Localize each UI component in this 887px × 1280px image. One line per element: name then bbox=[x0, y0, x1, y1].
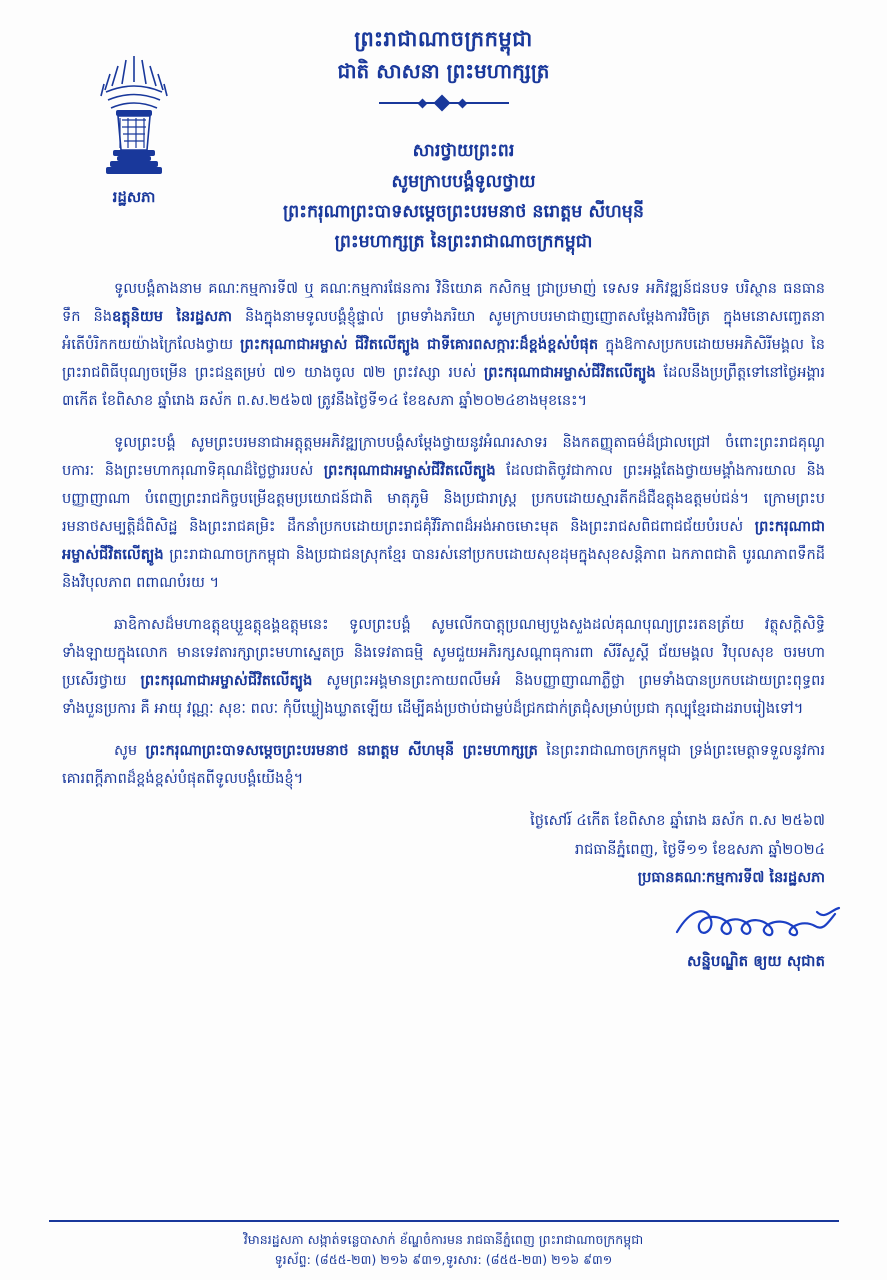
para-2 bbox=[62, 429, 825, 597]
emblem-label: រដ្ឋសភា bbox=[112, 188, 156, 206]
closing-place-date: រាជធានីភ្នំពេញ, ថ្ងៃទី១១ ខែឧសភា ឆ្នាំ២០២៤ bbox=[574, 840, 825, 858]
para-1 bbox=[62, 275, 825, 415]
body-text: និងក្នុងនាមទូលបង្គំខ្ញុំផ្ទាល់ ព្រមទាំងភរិយា សូមក្រាបបរមាជាញញោតសម្តែងការវិចិត្រ ក្នុងមនោសញ្ចេតនា អំតើបំរិកកយយ៉ាងក្រៃលែងថ្វាយ bbox=[62, 307, 826, 353]
national-motto: ជាតិ សាសនា ព្រះមហាក្សត្រ bbox=[337, 59, 550, 84]
title-line-1: សារថ្វាយព្រះពរ bbox=[412, 141, 515, 162]
emphasis-text: ព្រះករុណាព្រះបាទសម្តេចព្រះបរមនាថ នរោត្តម សីហមុនី ព្រះមហាក្សត្រ bbox=[145, 742, 538, 760]
document-body bbox=[0, 275, 887, 793]
signer-name: សន្និបណ្ឌិត ឲ្យយ សុជាត bbox=[687, 952, 825, 971]
divider-ornament-icon bbox=[379, 96, 509, 110]
emphasis-text: ព្រះករុណាជាអម្ចាស់ ជីវិតលើត្បូង ជាទីគោរពសក្ការៈដ៏ខ្ពង់ខ្ពស់បំផុត bbox=[240, 335, 599, 353]
body-text: សូមព្រះអង្គមានព្រះកាយពលឹមអំ និងបញ្ញាញាណាភ្លឺថ្លា ព្រមទាំងបានប្រកបដោយព្រះពុទ្ធពរ ទាំងបួនប្រការ គឺ អាយុ វណ្ណៈ សុខៈ ពលៈ កុំបីឃ្លៀងឃ្លាតឡើយ ដើម្បីគង់ប្រថាប់ជាម្លប់ដ៏ជ្រកជាក់ត្រជុំសម្រាប់ប្រជា កុល្បុខ្មែរជាដរាបរៀងទៅ។ bbox=[62, 672, 825, 718]
closing-block bbox=[0, 807, 887, 892]
title-line-3: ព្រះករុណាព្រះបាទសម្តេចព្រះបរមនាថ នរោត្តម សីហមុនី bbox=[282, 201, 645, 222]
footer-address: វិមានរដ្ឋសភា សង្កាត់ទន្លេបាសាក់ ខ័ណ្ឌចំការមន រាជធានីភ្នំពេញ ព្រះរាជាណាចក្រកម្ពុជា bbox=[243, 1231, 644, 1247]
kingdom-title: ព្រះរាជាណាចក្រកម្ពុជា bbox=[354, 27, 533, 51]
closing-date-buddhist: ថ្ងៃសៅរ៍ ៤កើត ខែពិសាខ ឆ្នាំរោង ឆស័ក ព.ស ២៥៦៧ bbox=[530, 812, 825, 830]
body-text: ឆាឧិកាសដ៏មហាឧត្តុឧប្សួឧត្តុឧង្គឧត្តុមនេះ ទូលព្រះបង្គំ សូមលើកបាត្តុប្រណម្យបួងសួងដល់គុណបុណ្យព្រះរតនត្រ័យ វត្ថុសក្តិសិទ្ធិទាំងឡាយក្នុងលោក មានទេវតារក្សាព្រះមហាស្នេតច្រ និងទេវតាធម្មិ សូមជួយអភិរក្សសណ្តាធុការពា សីរីសួស្តី ជ័យមង្គល វិបុលសុខ ចរមហាប្រសើរថ្វាយ bbox=[62, 615, 825, 690]
document-header bbox=[0, 0, 887, 110]
emphasis-text: ព្រះករុណាជាអម្ចាស់ជីវិតលើត្បូង bbox=[62, 517, 825, 563]
body-text: ដែលនឹងប្រព្រឹត្តទៅនៅថ្ងៃអង្គារ ៣កើត ខែពិសាខ ឆ្នាំរោង ឆស័ក ព.ស.២៥៦៧ ត្រូវនឹងថ្ងៃទី១៤ ខែឧសភា ឆ្នាំ២០២៤ខាងមុខនេះ។ bbox=[62, 363, 825, 409]
body-text: ដែលជាតិចូវជាកាល ព្រះអង្គតែងថ្វាយមង្គាំងការយាល និងបញ្ញាញាណា បំពេញព្រះរាជកិច្ចបម្រើឧត្តមប្រយោជន៍ជាតិ មាតុភូមិ និងប្រជារាស្ត្រ ប្រកបដោយស្មារតីកដ៏ជឺឧត្តុងឧត្តមប់ជន់។ ក្រោមព្រះបរមនាថសម្បត្តិដ៏ពិសិដ្ឋ និងព្រះរាជគម្រិះ ដឹកនាំប្រកបដោយព្រះរាជគុំវិរិភាពដ៏អង់អាចមោះមុត និងព្រះរាជសពិជពាជជ័យបំរបស់ bbox=[62, 461, 825, 535]
body-text: ក្នុងឱកាសប្រកបដោយមអភិសិរីមង្គល នៃព្រះរាជពិធីបុណ្យចម្រើន ព្រះជន្មតម្រប់ ៧១ យាងចូល ៧២ ព្រះវស្សា របស់ bbox=[62, 335, 825, 381]
title-line-2: សូមក្រាបបង្គំទូលថ្វាយ bbox=[391, 171, 536, 192]
title-line-4: ព្រះមហាក្សត្រ នៃព្រះរាជាណាចក្រកម្ពុជា bbox=[334, 231, 593, 252]
footer-contact: ទូរស័ព្ទ: (៨៥៥-២៣) ២១៦ ៩៣១,ទូរសារ: (៨៥៥-២៣) ២១៦ ៩៣១ bbox=[274, 1251, 613, 1267]
body-text: សូម bbox=[114, 742, 146, 760]
para-4 bbox=[62, 737, 825, 793]
emphasis-text: ព្រះករុណាជាអម្ចាស់ជីវិតលើត្បូង bbox=[140, 672, 313, 690]
body-text: ទូលព្រះបង្គំ សូមព្រះបរមនាជាអត្តុត្តមអភិវឌ្ឍក្រាបបង្គំសម្តែងថ្វាយនូវអំណរសាទរ និងកតញ្ញុតាធម៌ដ៏ជ្រាលជ្រៅ ចំពោះព្រះរាជគុណូបការៈ និងព្រះមហាករុណាទិគុណដ៏ថ្លៃថ្លាររបស់ bbox=[62, 433, 825, 479]
signature-block bbox=[0, 898, 887, 950]
body-text: ទូលបង្គំតាងនាម គណៈកម្មការទី៧ ឬ ​គណៈកម្មការផែនការ វិនិយោគ កសិកម្ម ជ្រាប្រមាញ់ ទេសទ អភិវឌ្ឍន៍ជនបទ បរិស្ថាន ធនធានទឹក និង bbox=[62, 279, 825, 325]
body-text: នៃព្រះរាជាណាចក្រកម្ពុជា ទ្រង់ព្រះមេត្តាទទួលនូវការគោរពក្តីភាពដ៏ខ្ពង់ខ្ពស់បំផុតពីទូលបង្គំយើងខ្ញុំ។ bbox=[62, 742, 825, 788]
signature-scribble-icon bbox=[667, 898, 847, 950]
body-text: ព្រះរាជាណាចក្រកម្ពុជា និងប្រជាជនស្រុកខ្មែរ បានរស់នៅប្រកបដោយសុខដុមក្នុងសុខសន្តិភាព ឯកភាពជាតិ បូរណភាពទឹកដី និងវិបុលភាព ពពាណបំរយ ។ bbox=[62, 545, 825, 591]
para-3 bbox=[62, 611, 825, 723]
emphasis-text: ព្រះករុណាជាអម្ចាស់ជីវិតលើត្បូង bbox=[323, 461, 496, 479]
document-footer bbox=[0, 1220, 887, 1270]
footer-divider bbox=[49, 1220, 839, 1222]
emphasis-text: ព្រះករុណាជាអម្ចាស់ជីវិតលើត្បូង bbox=[483, 363, 656, 381]
emphasis-text: ឧត្តុនិយម នៃរដ្ឋសភា bbox=[112, 307, 233, 325]
closing-role: ប្រធានគណៈកម្មការទី៧ នៃរដ្ឋសភា bbox=[637, 868, 825, 886]
